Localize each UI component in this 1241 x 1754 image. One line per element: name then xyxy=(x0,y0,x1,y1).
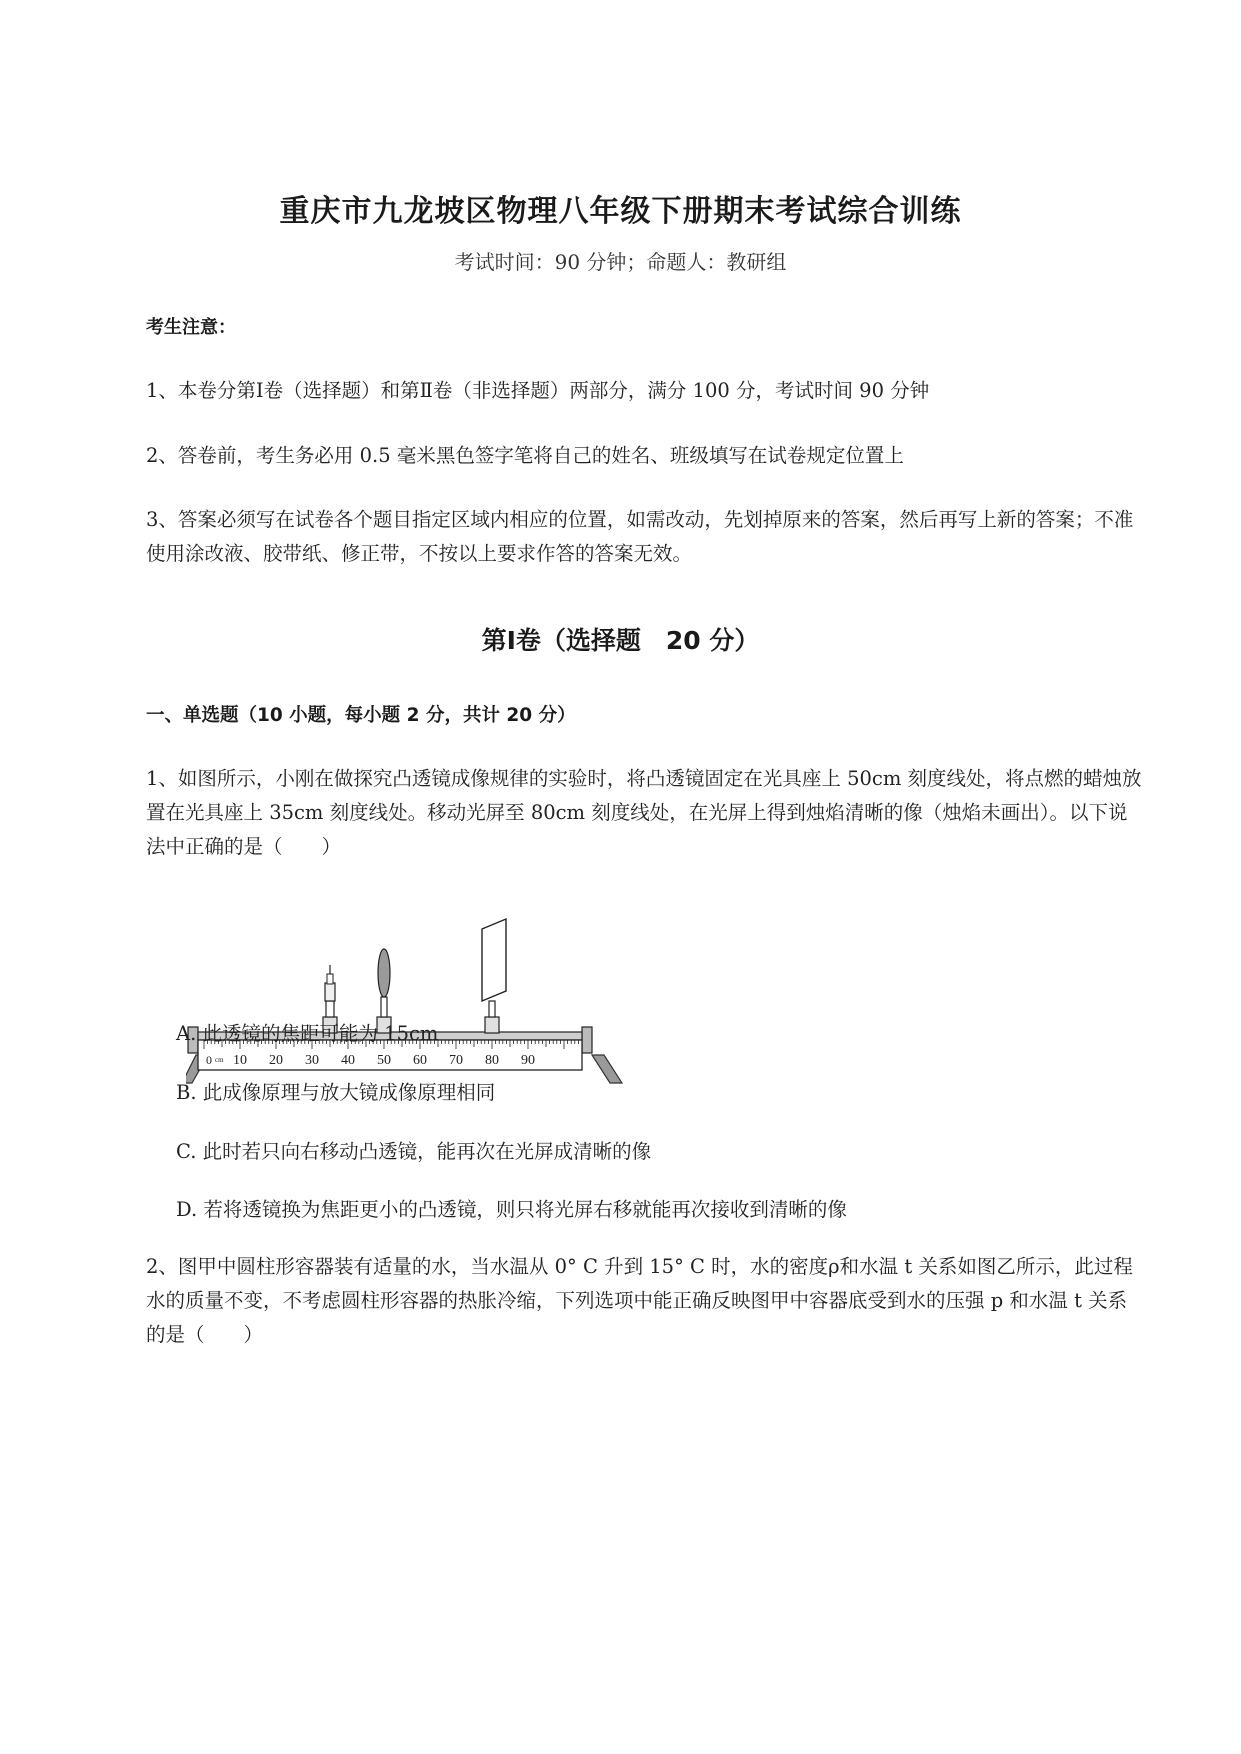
right-end-block xyxy=(582,1027,592,1053)
option-c[interactable]: C. 此时若只向右移动凸透镜，能再次在光屏成清晰的像 xyxy=(176,1140,652,1163)
right-leg xyxy=(592,1055,622,1083)
part-heading: 一、单选题（10 小题，每小题 2 分，共计 20 分） xyxy=(146,705,576,726)
scale-label: 80 xyxy=(485,1053,499,1068)
scale-label: 40 xyxy=(341,1053,355,1068)
optical-bench-figure xyxy=(186,905,686,1095)
scale-label: 10 xyxy=(233,1053,247,1068)
notice-heading: 考生注意： xyxy=(146,317,236,338)
notice-item: 1、本卷分第Ⅰ卷（选择题）和第Ⅱ卷（非选择题）两部分，满分 100 分，考试时间 90 分钟 xyxy=(146,379,930,402)
scale-label: 30 xyxy=(305,1053,319,1068)
exam-info: 考试时间：90 分钟；命题人：教研组 xyxy=(454,250,787,274)
scale-label: 90 xyxy=(521,1053,535,1068)
scale-label: 70 xyxy=(449,1053,463,1068)
scale-label: 50 xyxy=(377,1053,391,1068)
notice-item: 3、答案必须写在试卷各个题目指定区域内相应的位置，如需改动，先划掉原来的答案，然后再写上新的答案；不准使用涂改液、胶带纸、修正带，不按以上要求作答的答案无效。 xyxy=(146,508,1134,565)
scale-label: 0 xyxy=(206,1053,212,1067)
option-b[interactable]: B. 此成像原理与放大镜成像原理相同 xyxy=(176,1081,496,1104)
section-title: 第Ⅰ卷（选择题 20 分） xyxy=(481,626,760,655)
scale-label: 60 xyxy=(413,1053,427,1068)
notice-item: 2、答卷前，考生务必用 0.5 毫米黑色签字笔将自己的姓名、班级填写在试卷规定位置上 xyxy=(146,444,904,467)
option-d[interactable]: D. 若将透镜换为焦距更小的凸透镜，则只将光屏右移就能再次接收到清晰的像 xyxy=(176,1198,847,1221)
question-2-stem: 2、图甲中圆柱形容器装有适量的水，当水温从 0° C 升到 15° C 时，水的密度ρ和水温 t 关系如图乙所示，此过程水的质量不变，不考虑圆柱形容器的热胀冷缩，下列选项中能正确反映图甲中容器底受到水的压强 p 和水温 t 关系的是（ ） xyxy=(146,1255,1133,1346)
option-a[interactable]: A. 此透镜的焦距可能为 15cm xyxy=(176,1022,439,1045)
scale-label: 20 xyxy=(269,1053,283,1068)
optical-bench-diagram xyxy=(186,905,686,1095)
question-1-stem: 1、如图所示，小刚在做探究凸透镜成像规律的实验时，将凸透镜固定在光具座上 50cm 刻度线处，将点燃的蜡烛放置在光具座上 35cm 刻度线处。移动光屏至 80cm 刻度线处，在光屏上得到烛焰清晰的像（烛焰未画出）。以下说法中正确的是（ ） xyxy=(146,767,1142,858)
page-title: 重庆市九龙坡区物理八年级下册期末考试综合训练 xyxy=(279,194,962,229)
light-screen xyxy=(482,919,506,1033)
scale-unit-label: cm xyxy=(215,1056,224,1064)
